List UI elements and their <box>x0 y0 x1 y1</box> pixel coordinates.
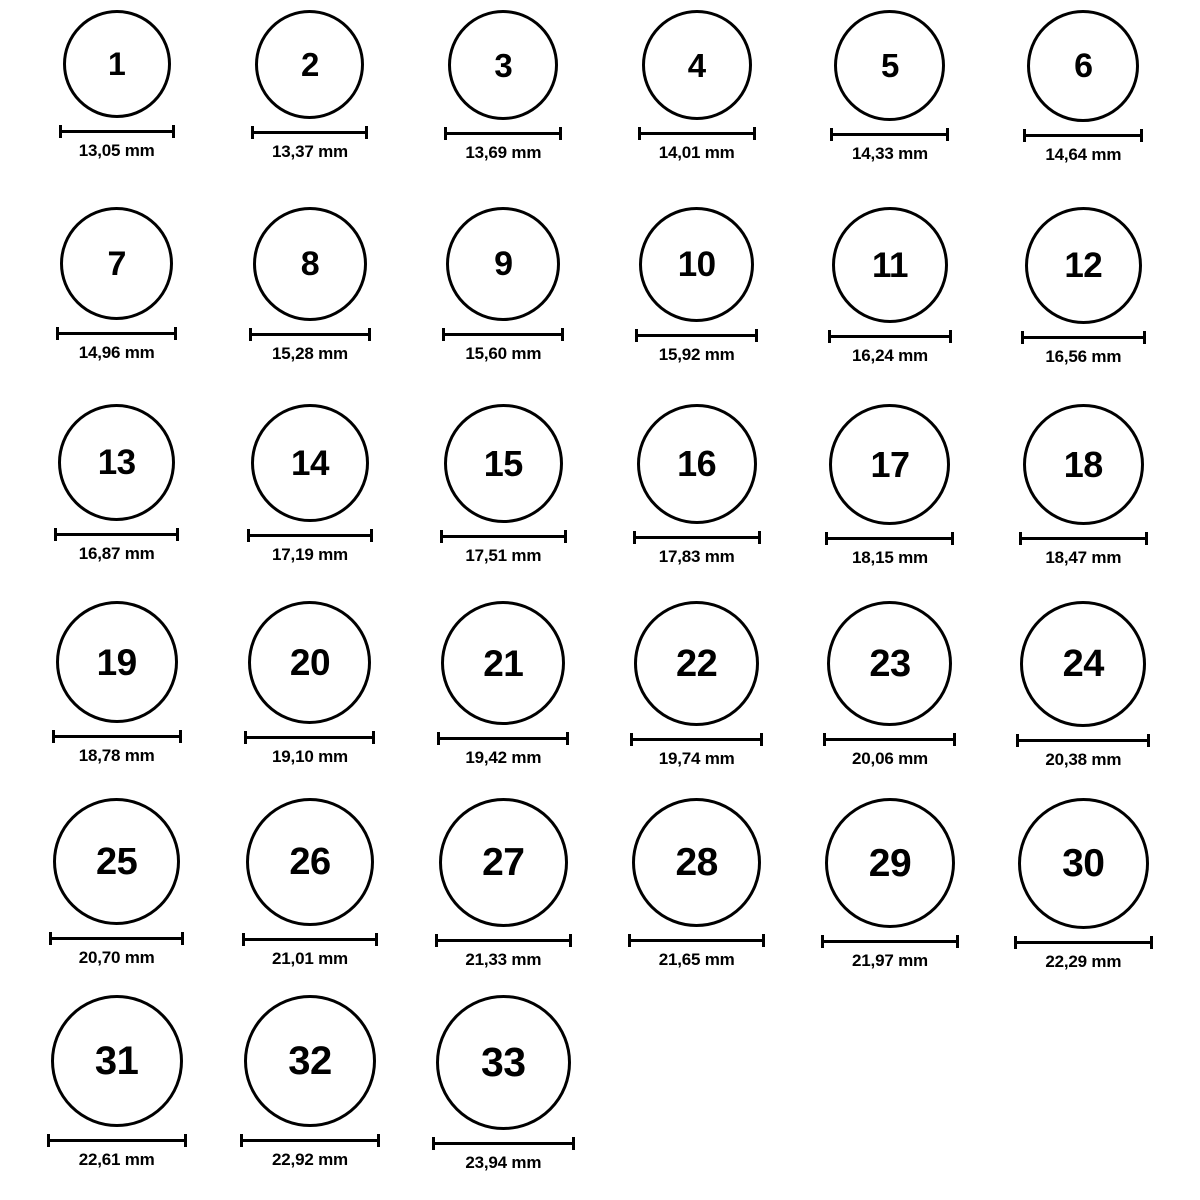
ring-size-cell <box>600 404 793 601</box>
diameter-measure-bar <box>247 529 373 541</box>
ring-circle <box>255 10 364 119</box>
measure-cap-left <box>830 128 833 141</box>
measure-cap-right <box>564 530 567 543</box>
measure-cap-left <box>633 531 636 544</box>
measure-cap-right <box>946 128 949 141</box>
measure-cap-left <box>49 932 52 945</box>
ring-circle <box>251 404 369 522</box>
ring-size-grid <box>20 10 1180 1192</box>
diameter-measure-bar <box>49 932 184 944</box>
ring-circle <box>444 404 563 523</box>
measure-cap-left <box>828 330 831 343</box>
measure-cap-left <box>1023 129 1026 142</box>
ring-size-cell <box>793 207 986 404</box>
ring-circle <box>834 10 945 121</box>
ring-size-cell <box>407 207 600 404</box>
diameter-label: 14,01 mm <box>658 143 735 162</box>
diameter-measure-bar <box>440 530 567 542</box>
ring-circle <box>441 601 565 725</box>
diameter-measure-bar <box>1014 936 1153 948</box>
measure-cap-left <box>47 1134 50 1147</box>
measure-cap-left <box>52 730 55 743</box>
diameter-measure-bar <box>830 128 949 140</box>
ring-size-cell <box>213 10 406 207</box>
ring-size-cell <box>20 995 213 1192</box>
measure-cap-left <box>635 329 638 342</box>
measure-line <box>444 132 562 135</box>
diameter-measure-bar <box>435 934 572 946</box>
measure-cap-right <box>758 531 761 544</box>
ring-size-cell <box>600 798 793 995</box>
ring-size-cell <box>213 798 406 995</box>
ring-size-cell <box>407 798 600 995</box>
ring-circle <box>1025 207 1142 324</box>
ring-size-cell <box>793 601 986 798</box>
diameter-measure-bar <box>251 126 368 138</box>
measure-cap-right <box>566 732 569 745</box>
measure-line <box>56 332 177 335</box>
ring-circle <box>1023 404 1144 525</box>
measure-cap-left <box>240 1134 243 1147</box>
measure-cap-right <box>1147 734 1150 747</box>
ring-size-number: 12 <box>1064 246 1103 285</box>
diameter-measure-bar <box>1016 734 1150 746</box>
measure-line <box>1023 134 1143 137</box>
ring-size-number: 25 <box>96 840 138 883</box>
ring-size-number: 21 <box>483 642 524 684</box>
measure-line <box>432 1142 575 1145</box>
diameter-label: 18,15 mm <box>852 548 928 567</box>
measure-cap-right <box>368 328 371 341</box>
measure-line <box>821 940 959 943</box>
ring-size-cell <box>213 601 406 798</box>
measure-line <box>54 533 179 536</box>
diameter-label: 22,92 mm <box>272 1150 348 1169</box>
diameter-measure-bar <box>635 329 758 341</box>
ring-size-cell <box>20 207 213 404</box>
measure-line <box>635 334 758 337</box>
diameter-label: 13,69 mm <box>465 143 542 162</box>
diameter-label: 16,87 mm <box>78 544 155 563</box>
ring-size-cell <box>20 404 213 601</box>
ring-circle <box>832 207 948 323</box>
ring-circle <box>1020 601 1146 727</box>
measure-line <box>47 1139 187 1142</box>
measure-cap-left <box>825 532 828 545</box>
ring-size-number: 6 <box>1074 47 1093 85</box>
diameter-label: 17,51 mm <box>465 546 542 565</box>
diameter-measure-bar <box>828 330 952 342</box>
diameter-measure-bar <box>249 328 371 340</box>
measure-line <box>244 736 375 739</box>
ring-size-number: 24 <box>1062 643 1104 685</box>
measure-cap-right <box>372 731 375 744</box>
diameter-label: 18,47 mm <box>1045 548 1122 567</box>
ring-circle <box>827 601 952 726</box>
measure-line <box>830 133 949 136</box>
measure-line <box>828 335 952 338</box>
measure-cap-right <box>1150 936 1153 949</box>
ring-size-number: 17 <box>870 443 910 485</box>
ring-circle <box>642 10 752 120</box>
measure-line <box>1014 941 1153 944</box>
ring-circle <box>58 404 175 521</box>
ring-circle <box>244 995 376 1127</box>
measure-cap-right <box>559 127 562 140</box>
diameter-measure-bar <box>437 732 569 744</box>
ring-size-number: 32 <box>288 1039 332 1083</box>
ring-circle <box>1027 10 1139 122</box>
diameter-label: 21,65 mm <box>658 950 735 969</box>
diameter-measure-bar <box>825 532 954 544</box>
ring-size-number: 13 <box>97 443 136 482</box>
ring-circle <box>436 995 571 1130</box>
measure-cap-right <box>956 935 959 948</box>
measure-cap-right <box>179 730 182 743</box>
ring-size-number: 20 <box>289 642 331 683</box>
ring-size-cell <box>793 10 986 207</box>
diameter-label: 15,28 mm <box>272 344 348 363</box>
diameter-label: 23,94 mm <box>465 1153 542 1172</box>
measure-line <box>59 130 175 133</box>
measure-cap-left <box>437 732 440 745</box>
measure-line <box>242 938 378 941</box>
diameter-measure-bar <box>638 127 756 139</box>
diameter-label: 19,74 mm <box>658 749 735 768</box>
measure-cap-right <box>176 528 179 541</box>
ring-circle <box>246 798 374 926</box>
measure-cap-left <box>56 327 59 340</box>
measure-cap-left <box>247 529 250 542</box>
measure-cap-left <box>1016 734 1019 747</box>
diameter-label: 16,24 mm <box>852 346 928 365</box>
measure-line <box>823 738 956 741</box>
ring-size-cell <box>987 10 1180 207</box>
ring-size-number: 15 <box>483 442 523 484</box>
diameter-label: 15,60 mm <box>465 344 542 363</box>
measure-cap-right <box>753 127 756 140</box>
ring-circle <box>51 995 183 1127</box>
measure-line <box>251 131 368 134</box>
measure-line <box>1019 537 1148 540</box>
ring-circle <box>634 601 759 726</box>
ring-size-number: 9 <box>494 245 513 283</box>
measure-cap-left <box>59 125 62 138</box>
measure-cap-left <box>1014 936 1017 949</box>
diameter-label: 15,92 mm <box>658 345 735 364</box>
ring-circle <box>829 404 950 525</box>
diameter-label: 22,61 mm <box>78 1150 155 1169</box>
measure-cap-left <box>1019 532 1022 545</box>
diameter-label: 13,05 mm <box>78 141 155 160</box>
ring-size-number: 16 <box>677 443 717 484</box>
ring-size-cell <box>793 404 986 601</box>
measure-line <box>1016 739 1150 742</box>
ring-circle <box>60 207 173 320</box>
measure-cap-right <box>569 934 572 947</box>
ring-size-cell <box>213 207 406 404</box>
measure-line <box>249 333 371 336</box>
ring-size-cell <box>987 207 1180 404</box>
measure-cap-left <box>628 934 631 947</box>
measure-cap-right <box>181 932 184 945</box>
measure-cap-left <box>442 328 445 341</box>
measure-cap-left <box>821 935 824 948</box>
diameter-label: 18,78 mm <box>78 746 155 765</box>
ring-size-cell <box>407 601 600 798</box>
measure-cap-right <box>370 529 373 542</box>
measure-cap-left <box>1021 331 1024 344</box>
diameter-measure-bar <box>444 127 562 139</box>
diameter-label: 19,10 mm <box>272 747 348 766</box>
measure-cap-left <box>435 934 438 947</box>
ring-circle <box>639 207 754 322</box>
measure-line <box>435 939 572 942</box>
measure-cap-right <box>184 1134 187 1147</box>
ring-circle <box>63 10 171 118</box>
diameter-label: 13,37 mm <box>272 142 348 161</box>
ring-size-cell <box>793 798 986 995</box>
diameter-measure-bar <box>244 731 375 743</box>
ring-size-number: 26 <box>289 841 331 883</box>
diameter-measure-bar <box>59 125 175 137</box>
diameter-measure-bar <box>56 327 177 339</box>
measure-cap-right <box>1145 532 1148 545</box>
ring-circle <box>632 798 761 927</box>
ring-size-number: 7 <box>107 244 126 283</box>
diameter-measure-bar <box>823 733 956 745</box>
measure-cap-right <box>951 532 954 545</box>
diameter-measure-bar <box>432 1137 575 1149</box>
diameter-label: 16,56 mm <box>1045 347 1122 366</box>
ring-circle <box>825 798 955 928</box>
ring-size-cell <box>407 995 600 1192</box>
measure-cap-right <box>1140 129 1143 142</box>
ring-size-cell <box>20 10 213 207</box>
ring-size-cell <box>987 601 1180 798</box>
diameter-label: 17,19 mm <box>272 545 348 564</box>
measure-cap-left <box>440 530 443 543</box>
ring-circle <box>448 10 558 120</box>
measure-line <box>1021 336 1146 339</box>
diameter-label: 22,29 mm <box>1045 952 1122 971</box>
diameter-measure-bar <box>242 933 378 945</box>
diameter-measure-bar <box>442 328 564 340</box>
ring-size-number: 31 <box>94 1039 139 1083</box>
measure-cap-left <box>630 733 633 746</box>
ring-size-cell <box>20 601 213 798</box>
diameter-label: 20,06 mm <box>852 749 928 768</box>
ring-size-number: 10 <box>677 245 716 284</box>
ring-size-cell <box>600 601 793 798</box>
ring-size-cell <box>407 10 600 207</box>
ring-circle <box>439 798 568 927</box>
ring-size-number: 4 <box>687 46 706 84</box>
measure-cap-right <box>174 327 177 340</box>
measure-line <box>442 333 564 336</box>
diameter-measure-bar <box>1019 532 1148 544</box>
ring-size-cell <box>20 798 213 995</box>
measure-line <box>49 937 184 940</box>
measure-cap-left <box>432 1137 435 1150</box>
ring-circle <box>637 404 757 524</box>
diameter-label: 21,01 mm <box>272 949 348 968</box>
ring-circle <box>56 601 178 723</box>
measure-line <box>825 537 954 540</box>
ring-size-number: 22 <box>676 642 718 685</box>
measure-cap-right <box>172 125 175 138</box>
ring-size-cell <box>600 207 793 404</box>
measure-line <box>247 534 373 537</box>
measure-cap-left <box>638 127 641 140</box>
ring-circle <box>1018 798 1149 929</box>
measure-cap-right <box>949 330 952 343</box>
measure-line <box>437 737 569 740</box>
measure-cap-right <box>365 126 368 139</box>
measure-cap-left <box>244 731 247 744</box>
measure-cap-right <box>760 733 763 746</box>
diameter-label: 17,83 mm <box>658 547 735 566</box>
ring-size-cell <box>987 404 1180 601</box>
measure-cap-right <box>762 934 765 947</box>
diameter-measure-bar <box>821 935 959 947</box>
ring-size-number: 8 <box>300 245 320 283</box>
measure-cap-right <box>561 328 564 341</box>
measure-cap-right <box>375 933 378 946</box>
ring-size-cell <box>987 798 1180 995</box>
measure-line <box>240 1139 380 1142</box>
measure-cap-right <box>755 329 758 342</box>
ring-size-cell <box>407 404 600 601</box>
ring-circle <box>253 207 367 321</box>
ring-size-number: 23 <box>869 642 911 685</box>
ring-size-number: 28 <box>675 841 718 884</box>
measure-cap-left <box>444 127 447 140</box>
ring-size-number: 3 <box>494 46 513 84</box>
diameter-measure-bar <box>633 531 761 543</box>
diameter-label: 14,64 mm <box>1045 145 1122 164</box>
ring-circle <box>53 798 180 925</box>
ring-size-number: 29 <box>868 841 912 885</box>
measure-line <box>630 738 763 741</box>
measure-line <box>52 735 182 738</box>
diameter-label: 21,33 mm <box>465 950 542 969</box>
ring-circle <box>446 207 560 321</box>
diameter-label: 19,42 mm <box>465 748 542 767</box>
diameter-label: 14,96 mm <box>78 343 155 362</box>
diameter-measure-bar <box>630 733 763 745</box>
diameter-measure-bar <box>628 934 765 946</box>
measure-cap-left <box>54 528 57 541</box>
ring-size-number: 27 <box>482 841 525 884</box>
measure-cap-right <box>1143 331 1146 344</box>
ring-size-number: 1 <box>108 46 126 82</box>
ring-size-number: 18 <box>1063 443 1103 485</box>
ring-size-cell <box>213 404 406 601</box>
measure-cap-right <box>953 733 956 746</box>
measure-cap-right <box>377 1134 380 1147</box>
ring-size-number: 5 <box>881 47 899 84</box>
diameter-measure-bar <box>52 730 182 742</box>
measure-line <box>633 536 761 539</box>
diameter-label: 21,97 mm <box>852 951 928 970</box>
ring-size-number: 11 <box>871 245 908 285</box>
measure-cap-left <box>823 733 826 746</box>
diameter-label: 20,70 mm <box>78 948 155 967</box>
measure-line <box>440 535 567 538</box>
measure-cap-left <box>249 328 252 341</box>
ring-circle <box>248 601 371 724</box>
ring-size-number: 30 <box>1062 842 1105 885</box>
diameter-measure-bar <box>1021 331 1146 343</box>
diameter-label: 20,38 mm <box>1045 750 1122 769</box>
measure-cap-left <box>251 126 254 139</box>
ring-size-number: 33 <box>481 1039 526 1085</box>
ring-size-number: 14 <box>291 443 329 483</box>
ring-size-cell <box>600 10 793 207</box>
measure-cap-left <box>242 933 245 946</box>
diameter-measure-bar <box>240 1134 380 1146</box>
measure-line <box>638 132 756 135</box>
measure-line <box>628 939 765 942</box>
diameter-measure-bar <box>54 528 179 540</box>
ring-size-number: 2 <box>301 46 319 83</box>
ring-size-cell <box>213 995 406 1192</box>
ring-size-number: 19 <box>96 641 137 683</box>
diameter-label: 14,33 mm <box>852 144 928 163</box>
diameter-measure-bar <box>1023 129 1143 141</box>
diameter-measure-bar <box>47 1134 187 1146</box>
measure-cap-right <box>572 1137 575 1150</box>
